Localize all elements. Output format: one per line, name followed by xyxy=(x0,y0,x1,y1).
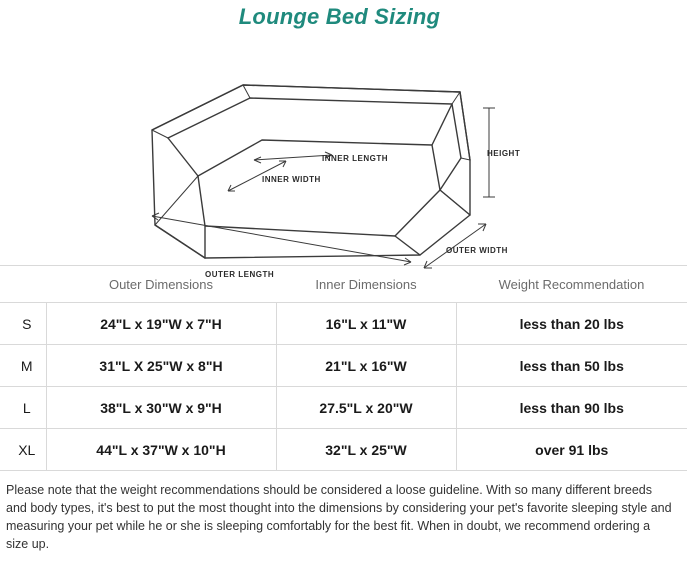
cell-inner: 16"L x 11"W xyxy=(276,303,456,345)
column-header-weight-recommendation: Weight Recommendation xyxy=(456,266,687,303)
column-header-inner-dimensions: Inner Dimensions xyxy=(276,266,456,303)
cell-weight: less than 90 lbs xyxy=(456,387,687,429)
column-header-outer-dimensions: Outer Dimensions xyxy=(46,266,276,303)
label-outer-width: OUTER WIDTH xyxy=(446,246,508,255)
table-row xyxy=(0,303,687,345)
cell-inner: 32"L x 25"W xyxy=(276,429,456,471)
cell-weight: over 91 lbs xyxy=(456,429,687,471)
bed-cushion-base xyxy=(198,176,440,236)
cell-inner: 21"L x 16"W xyxy=(276,345,456,387)
cell-size: M xyxy=(0,345,46,387)
cell-inner: 27.5"L x 20"W xyxy=(276,387,456,429)
sizing-table xyxy=(0,265,687,471)
label-height: HEIGHT xyxy=(487,149,521,158)
bed-rim-inner xyxy=(168,98,461,158)
label-outer-length: OUTER LENGTH xyxy=(205,270,275,279)
cell-size: L xyxy=(0,387,46,429)
label-inner-length: INNER LENGTH xyxy=(322,154,388,163)
inner-length-measure-line xyxy=(254,152,332,163)
cell-outer: 38"L x 30"W x 9"H xyxy=(46,387,276,429)
cell-outer: 31"L X 25"W x 8"H xyxy=(46,345,276,387)
cell-outer: 44"L x 37"W x 10"H xyxy=(46,429,276,471)
table-row xyxy=(0,429,687,471)
column-header-size xyxy=(0,266,46,303)
table-header-row xyxy=(0,266,687,303)
label-inner-width: INNER WIDTH xyxy=(262,175,321,184)
table-row xyxy=(0,387,687,429)
disclaimer-note: Please note that the weight recommendations should be considered a loose guideline. With so many different breeds and body types, it's best to put the most thought into the dimensions by considering your pet's favorite sleeping style and measuring your pet while he or she is sleeping comfortably for the best fit. When in doubt, we recommend ordering a size up. xyxy=(6,483,672,552)
page-title: Lounge Bed Sizing xyxy=(238,4,441,29)
cell-weight: less than 20 lbs xyxy=(456,303,687,345)
cell-size: XL xyxy=(0,429,46,471)
bed-diagram xyxy=(0,30,679,279)
cell-size: S xyxy=(0,303,46,345)
cell-weight: less than 50 lbs xyxy=(456,345,687,387)
table-row xyxy=(0,345,687,387)
cell-outer: 24"L x 19"W x 7"H xyxy=(46,303,276,345)
